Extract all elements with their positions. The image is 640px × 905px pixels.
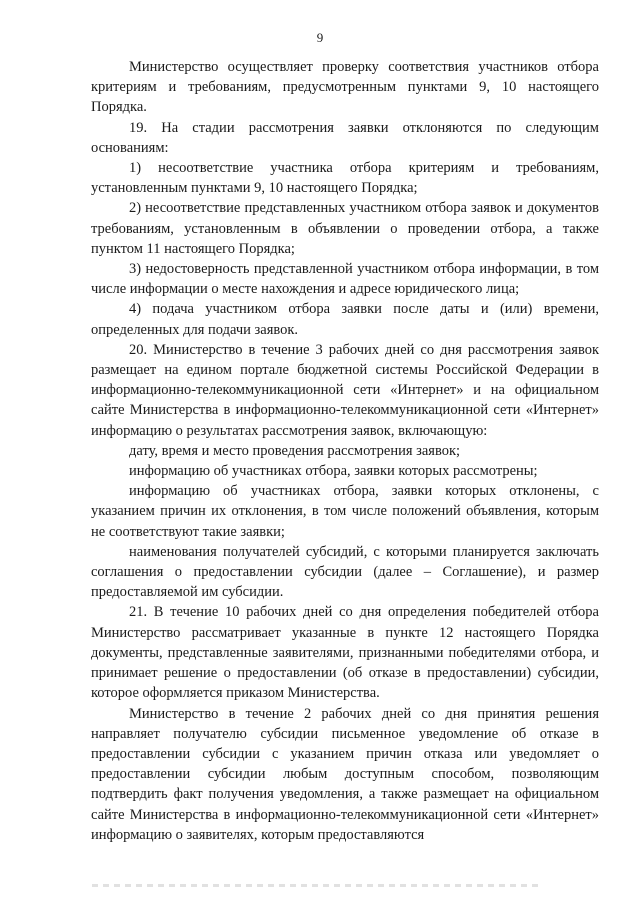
paragraph-21-decision: 21. В течение 10 рабочих дней со дня определения победителей отбора Министерство рассматривает указанные в пункте 12 настоящего Порядка документы, представленные заявителями, признанными победителями отбора, и принимает решение о предоставлении (об отказе в предоставлении) субсидии, которое оформляется приказом Министерства.: [91, 604, 599, 702]
paragraph-19-item-1: 1) несоответствие участника отбора критериям и требованиям, установленным пунктами 9, 10 настоящего Порядка;: [91, 160, 599, 197]
paragraph-20-results-publication: 20. Министерство в течение 3 рабочих дней со дня рассмотрения заявок размещает на едином портале бюджетной системы Российской Федерации в информационно-телекоммуникационной сети «Интернет» и на официальном сайте Министерства в информационно-телекоммуникационной сети «Интернет» информацию о результатах рассмотрения заявок, включающую:: [91, 341, 599, 439]
paragraph-20-item-reviewed: информацию об участниках отбора, заявки которых рассмотрены;: [129, 463, 538, 480]
scan-artifact: [92, 884, 542, 887]
page-number: 9: [316, 30, 324, 45]
paragraph-19-item-3: 3) недостоверность представленной участником отбора информации, в том числе информации о месте нахождения и адресе юридического лица;: [91, 261, 599, 298]
paragraph-20-item-date: дату, время и место проведения рассмотрения заявок;: [129, 442, 461, 459]
paragraph-20-item-rejected: информацию об участниках отбора, заявки которых отклонены, с указанием причин их отклонения, в том числе положений объявления, которым не соответствуют такие заявки;: [91, 483, 599, 540]
document-body: [91, 57, 599, 845]
paragraph-19-item-4: 4) подача участником отбора заявки после даты и (или) времени, определенных для подачи заявок.: [91, 301, 599, 338]
paragraph-19-rejection-grounds: 19. На стадии рассмотрения заявки отклоняются по следующим основаниям:: [91, 119, 599, 156]
paragraph-19-item-2: 2) несоответствие представленных участником отбора заявок и документов требованиям, установленным в объявлении о проведении отбора, а также пунктом 11 настоящего Порядка;: [91, 200, 599, 257]
paragraph-20-item-recipients: наименования получателей субсидий, с которыми планируется заключать соглашения о предоставлении субсидии (далее – Соглашение), и размер предоставляемой им субсидии.: [91, 543, 599, 601]
paragraph-21-notification: Министерство в течение 2 рабочих дней со дня принятия решения направляет получателю субсидии письменное уведомление об отказе в предоставлении субсидии с указанием причин отказа или уведомляет о предоставлении субсидии любым доступным способом, позволяющим подтвердить факт получения уведомления, а также размещает на официальном сайте Министерства в информационно-телекоммуникационной сети «Интернет» информацию о заявителях, которым предоставляются: [91, 705, 599, 843]
paragraph-ministry-check: Министерство осуществляет проверку соответствия участников отбора критериям и требованиям, предусмотренным пунктами 9, 10 настоящего Порядка.: [91, 59, 599, 116]
